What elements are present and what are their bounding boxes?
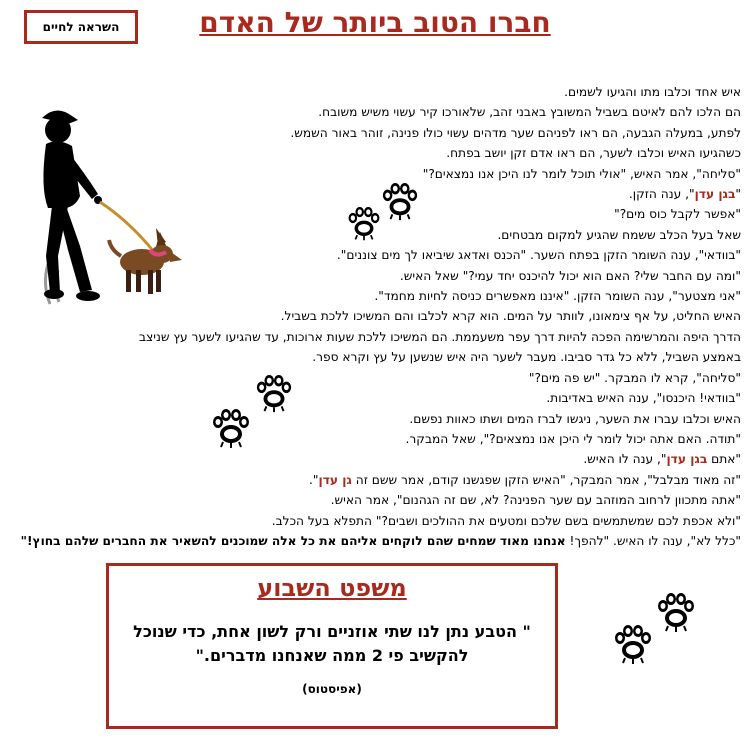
- story-line: "אתם בגן עדן", ענה לו האיש.: [583, 452, 741, 467]
- story-line: "בגן עדן", ענה הזקן.: [628, 187, 741, 202]
- story-line: האיש החליט, על אף צימאונו, לוותר על המים. הוא קרא לכלבו והם המשיכו ללכת בשביל.: [280, 309, 741, 324]
- quote-text: " הטבע נתן לנו שתי אוזניים ורק לשון אחת, כדי שנוכל להקשיב פי 2 ממה שאנחנו מדברים.": [133, 622, 531, 665]
- story-line: איש אחד וכלבו מתו והגיעו לשמים.: [564, 85, 741, 99]
- paw-print-icon: [655, 592, 697, 634]
- quote-of-the-week: [106, 563, 558, 729]
- story-line: "ומה עם החבר שלי? האם הוא יכול להיכנס יחד עמי?" שאל האיש.: [399, 268, 741, 283]
- story-line: "אפשר לקבל כוס מים?": [614, 207, 741, 222]
- highlight-gan-eden: בגן עדן: [666, 452, 708, 467]
- story-line: "אתה מתכוון לרחוב המוזהב עם שער הפנינה? לא, שם זה הגהנום", אמר האיש.: [330, 493, 741, 508]
- story-line: "בוודאי! היכנסו", ענה האיש באדיבות.: [546, 391, 741, 406]
- story-text: [13, 82, 741, 551]
- quote-author: (אפיסטוס): [302, 682, 362, 696]
- story-line: כשהגיעו האיש וכלבו לשער, הם ראו אדם זקן יושב בפתח.: [446, 146, 741, 161]
- story-line: "אני מצטער", ענה השומר הזקן. "איננו מאפשרים כניסה לחיות מחמד".: [374, 289, 741, 304]
- story-line: "תודה. האם אתה יכול לומר לי היכן אנו נמצאים?", שאל המבקר.: [405, 431, 741, 446]
- story-line: הדרך היפה והמרשימה הפכה להיות דרך עפר משעממת. הם המשיכו ללכת שעות ארוכות, עד שהגיעו לשער עץ שניצב: [139, 329, 741, 344]
- story-line: שאל בעל הכלב ששמח שהגיע למקום מבטחים.: [497, 227, 741, 242]
- highlight-gan-eden: גן עדן: [318, 472, 352, 487]
- story-line: "סליחה", אמר האיש, "אולי תוכל לומר לנו היכן אנו נמצאים?": [422, 166, 741, 181]
- page-title: חברו הטוב ביותר של האדם: [199, 6, 551, 39]
- story-line: "זה מאוד מבלבל", אמר המבקר, "האיש הזקן שפגשנו קודם, אמר ששם זה גן עדן".: [309, 472, 741, 487]
- story-line: "כלל לא", ענה לו האיש. "להפך! אנחנו מאוד שמחים שהם לוקחים אליהם את כל אלה שמוכנים להשאיר את החברים שלהם בחוץ!": [20, 533, 741, 548]
- story-line: הם הלכו להם לאיטם בשביל המשובץ באבני זהב, שלאורכו קיר עשוי משיש משובח.: [318, 105, 741, 120]
- story-line: באמצע השביל, ללא כל גדר סביבו. מעבר לשער היה איש שנשען על עץ וקרא ספר.: [312, 350, 741, 365]
- story-line: "בוודאי", ענה השומר הזקן בפתח השער. "הכנס ואדאג שיביאו לך מים צוננים".: [336, 248, 741, 263]
- quote-title: משפט השבוע: [257, 574, 407, 602]
- story-line: "ולא אכפת לכם שמשתמשים בשם שלכם ומטעים את ההולכים ושבים?" התפלא בעל הכלב.: [271, 513, 741, 528]
- story-line: לפתע, במעלה הגבעה, הם ראו לפניהם שער מדהים עשוי כולו פנינה, זוהר באור השמש.: [290, 125, 741, 140]
- story-line: האיש וכלבו עברו את השער, ניגשו לברז המים ושתו כאוות נפשם.: [409, 411, 741, 426]
- story-line: "סליחה", קרא לו המבקר. "יש פה מים?": [528, 370, 741, 385]
- highlight-gan-eden: בגן עדן: [694, 187, 736, 202]
- paw-print-icon: [612, 624, 654, 666]
- story-moral: אנחנו מאוד שמחים שהם לוקחים אליהם את כל אלה שמוכנים להשאיר את החברים שלהם בחוץ!": [20, 533, 566, 548]
- inspiration-button[interactable]: השראה לחיים: [24, 10, 138, 44]
